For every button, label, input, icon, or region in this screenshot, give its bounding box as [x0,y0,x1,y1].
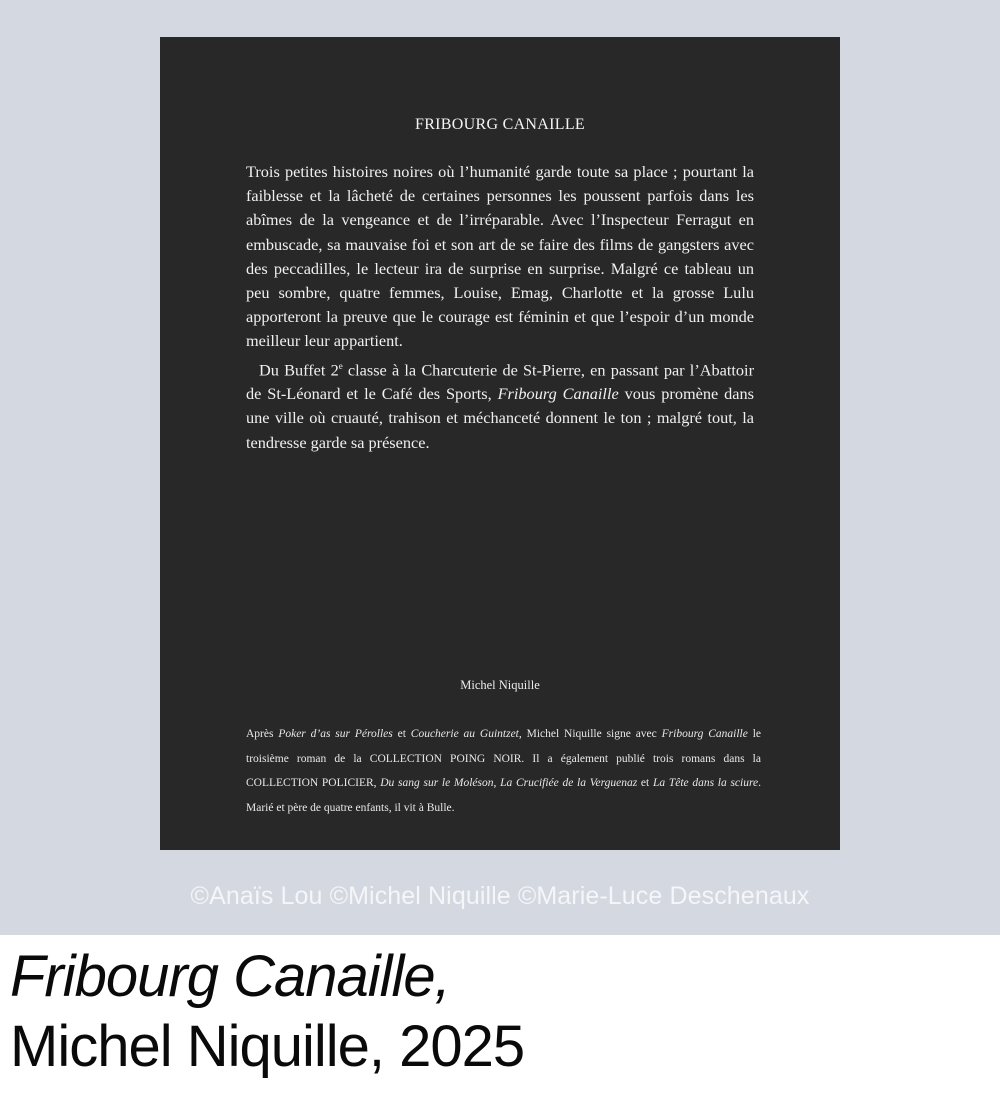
blurb-p2-superscript: e [338,360,343,371]
author-bio [246,722,761,820]
blurb-p2-text-b: classe à la Charcuterie de St-Pierre, en passant par l’Abattoir de St-Léonard et le Café des Sports, [246,360,754,404]
bio-title-6: La Tête dans la sciure [652,777,759,789]
bio-text-2: et [392,728,411,740]
blurb-p2-text-a: Du Buffet 2 [259,360,339,380]
bio-text-6: et [637,777,653,789]
author-name: Michel Niquille [460,678,540,692]
blurb-p2-italic-title: Fribourg Canaille [497,384,619,404]
blurb-p2-text-c: vous promène dans une ville où cruauté, trahison et méchanceté donnent le ton ; malgré tout, la tendresse garde sa présence. [246,384,754,452]
bio-text-7: . Marié et père de quatre enfants, il vit à Bulle. [246,777,761,814]
blurb-paragraph-2 [246,354,754,455]
bio-title-4: Du sang sur le Moléson [380,777,494,789]
blurb-paragraph-1: Trois petites histoires noires où l’humanité garde toute sa place ; pourtant la faiblesse et la lâcheté de certaines personnes les poussent parfois dans les abîmes de la vengeance et de l’irréparable. Avec l’Inspecteur Ferragut en embuscade, sa mauvaise foi et son art de se faire des films de gangsters avec des peccadilles, le lecteur ira de surprise en surprise. Malgré ce tableau un peu sombre, quatre femmes, Louise, Emag, Charlotte et la grosse Lulu apporteront la preuve que le courage est féminin et que l’espoir d’un monde meilleur leur appartient. [246,162,754,351]
photo-credits: ©Anaïs Lou ©Michel Niquille ©Marie-Luce Deschenaux [190,882,810,910]
bio-text-3: , Michel Niquille signe avec [518,728,662,740]
bio-title-2: Coucherie au Guintzet [410,728,519,740]
bio-title-1: Poker d’as sur Pérolles [278,728,393,740]
bio-text-4: le troisième roman de la COLLECTION POING NOIR. Il a également publié trois romans dans la COLLECTION POLICIER, [246,728,761,789]
cover-blurb [246,160,754,455]
book-back-cover [160,37,840,850]
cover-title: FRIBOURG CANAILLE [415,116,585,133]
bio-title-5: La Crucifiée de la Verguenaz [500,777,638,789]
bio-title-3: Fribourg Canaille [661,728,748,740]
caption [10,942,524,1082]
caption-author-year: Michel Niquille, 2025 [10,1014,525,1079]
bio-text-5: , [493,777,501,789]
bio-text-1: Après [246,728,279,740]
caption-title: Fribourg Canaille, [10,944,450,1009]
